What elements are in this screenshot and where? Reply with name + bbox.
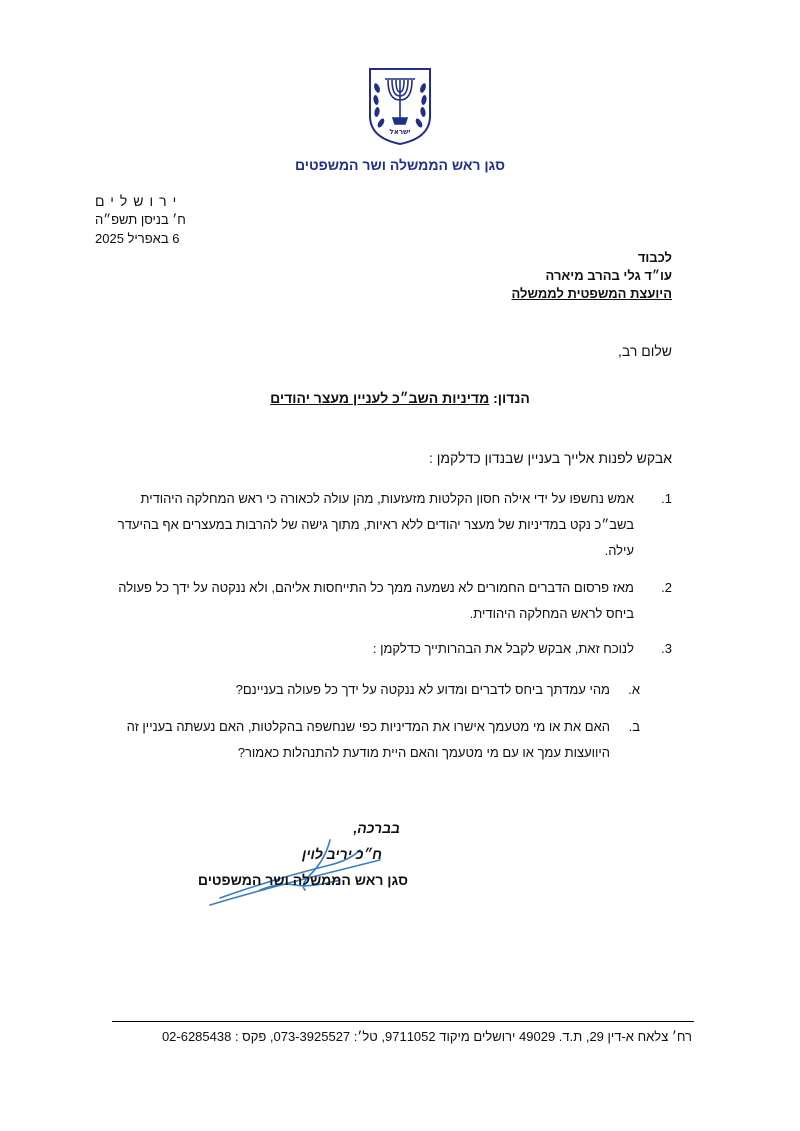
sub-list-item	[120, 677, 640, 703]
sub-list-item-text: מהי עמדתך ביחס לדברים ומדוע לא ננקטה על ידך כל פעולה בעניינם?	[235, 682, 610, 697]
signer-name: ח״כ יריב לוין	[302, 846, 382, 862]
sub-list-item-letter: ב.	[628, 719, 640, 734]
sub-list-item-text: האם את או מי מטעמך אישרו את המדיניות כפי שנחשפה בהקלטות, האם נעשתה בעניין זה היוועצות עמך או עם מי מטעמך והאם היית מודעת להתנהלות כאמור?	[126, 719, 610, 760]
emblem-text: ישראל	[389, 128, 411, 136]
subject-text: מדיניות השב״כ לעניין מעצר יהודים	[270, 390, 490, 406]
list-item	[112, 636, 672, 662]
recipient-block	[352, 249, 672, 303]
footer-contact: רח׳ צלאח א-דין 29, ת.ד. 49029 ירושלים מיקוד 9711052, טל׳: 073-3925527, פקס : 02-6285438	[161, 1029, 692, 1044]
greeting: שלום רב,	[618, 343, 672, 359]
recipient-title: היועצת המשפטית לממשלה	[511, 286, 672, 301]
list-item-text: לנוכח זאת, אבקש לקבל את הבהרותייך כדלקמן :	[372, 641, 634, 656]
gregorian-date: 6 באפריל 2025	[95, 231, 180, 246]
list-item-number: 2.	[661, 580, 672, 595]
hebrew-date: ח׳ בניסן תשפ״ה	[95, 212, 186, 227]
list-item-number: 3.	[661, 641, 672, 656]
sub-list-item	[120, 714, 640, 766]
state-emblem-icon	[367, 66, 433, 146]
list-item-number: 1.	[661, 491, 672, 506]
list-item-text: אמש נחשפו על ידי אילה חסון הקלטות מזעזעות, מהן עולה לכאורה כי ראש המחלקה היהודית בשב״כ נקט במדיניות של מעצר יהודים ללא ראיות, מתוך גישה של להרבות במעצרים אף בהיעדר עילה.	[117, 491, 634, 558]
signer-title: סגן ראש הממשלה ושר המשפטים	[197, 872, 408, 888]
subject-label: הנדון:	[493, 390, 530, 406]
list-item-text: מאז פרסום הדברים החמורים לא נשמעה ממך כל התייחסות אליהם, ולא ננקטה על ידך כל פעולה ביחס לראש המחלקה היהודית.	[118, 580, 634, 621]
list-item	[112, 486, 672, 564]
recipient-name: עו״ד גלי בהרב מיארה	[545, 268, 672, 283]
signature-block	[140, 815, 408, 893]
intro-paragraph: אבקש לפנות אלייך בעניין שבנדון כדלקמן :	[429, 450, 672, 466]
closing: בברכה,	[353, 820, 400, 836]
office-title: סגן ראש הממשלה ושר המשפטים	[294, 157, 506, 173]
subject-line	[0, 390, 800, 406]
list-item	[112, 575, 672, 627]
recipient-salutation: לכבוד	[637, 250, 672, 265]
sub-list-item-letter: א.	[628, 682, 640, 697]
footer-divider	[112, 1021, 694, 1022]
city: ירושלים	[95, 193, 183, 209]
